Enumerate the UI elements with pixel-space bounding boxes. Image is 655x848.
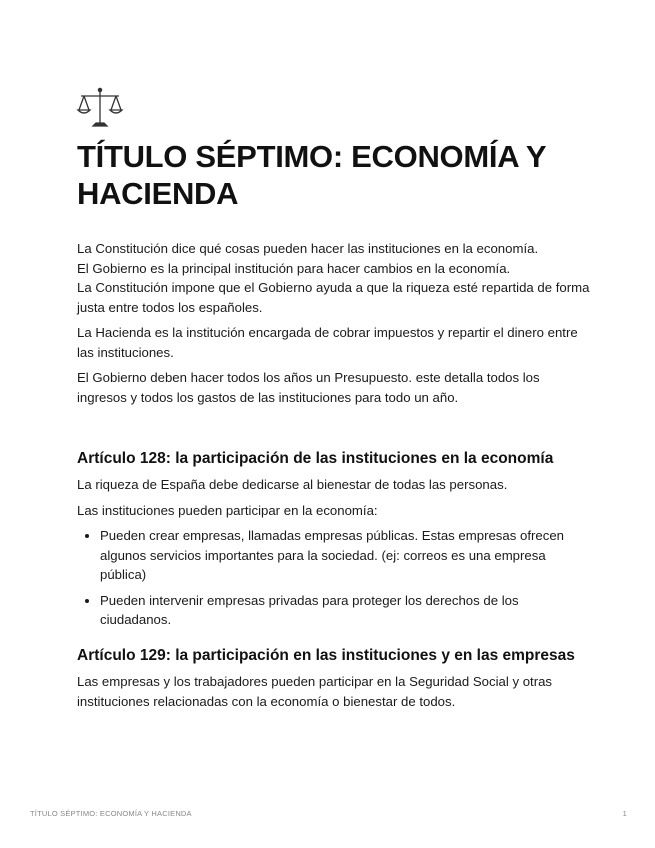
article-129-heading: Artículo 129: la participación en las instituciones y en las empresas — [77, 647, 575, 664]
intro-paragraph-1: La Constitución dice qué cosas pueden hacer las instituciones en la economía. El Gobierno es la principal institución para hacer cambios en la economía. La Constitución impone que el Gobierno ayuda a que la riqueza esté repartida de forma justa entre todos los españoles. — [77, 241, 590, 315]
intro-paragraph-3: El Gobierno deben hacer todos los años un Presupuesto. este detalla todos los ingresos y todos los gastos de las instituciones para todo un año. — [77, 370, 540, 405]
intro-paragraph-2: La Hacienda es la institución encargada de cobrar impuestos y repartir el dinero entre las instituciones. — [77, 325, 578, 360]
article-128-paragraph-1: La riqueza de España debe dedicarse al bienestar de todas las personas. — [77, 477, 508, 492]
balance-scale-icon — [76, 86, 124, 130]
page-title: TÍTULO SÉPTIMO: ECONOMÍA Y HACIENDA — [77, 139, 546, 211]
list-item: • Pueden intervenir empresas privadas para proteger los derechos de los ciudadanos. — [100, 591, 592, 630]
article-128-paragraph-2: Las instituciones pueden participar en la economía: — [77, 502, 378, 518]
footer-title: TÍTULO SÉPTIMO: ECONOMÍA Y HACIENDA — [30, 809, 192, 818]
article-129-paragraph-1: Las empresas y los trabajadores pueden participar en la Seguridad Social y otras instituciones relacionadas con la economía o bienestar de todos. — [77, 674, 553, 709]
article-129-section — [77, 646, 592, 717]
page-number: 1 — [622, 809, 627, 818]
list-item: • Pueden crear empresas, llamadas empresas públicas. Estas empresas ofrecen algunos servicios importantes para la sociedad. (ej: correos es una empresa pública) — [100, 526, 592, 585]
article-128-section — [77, 449, 592, 636]
article-128-list — [77, 526, 592, 630]
intro-section — [77, 239, 592, 413]
article-128-heading: Artículo 128: la participación de las instituciones en la economía — [77, 450, 554, 467]
